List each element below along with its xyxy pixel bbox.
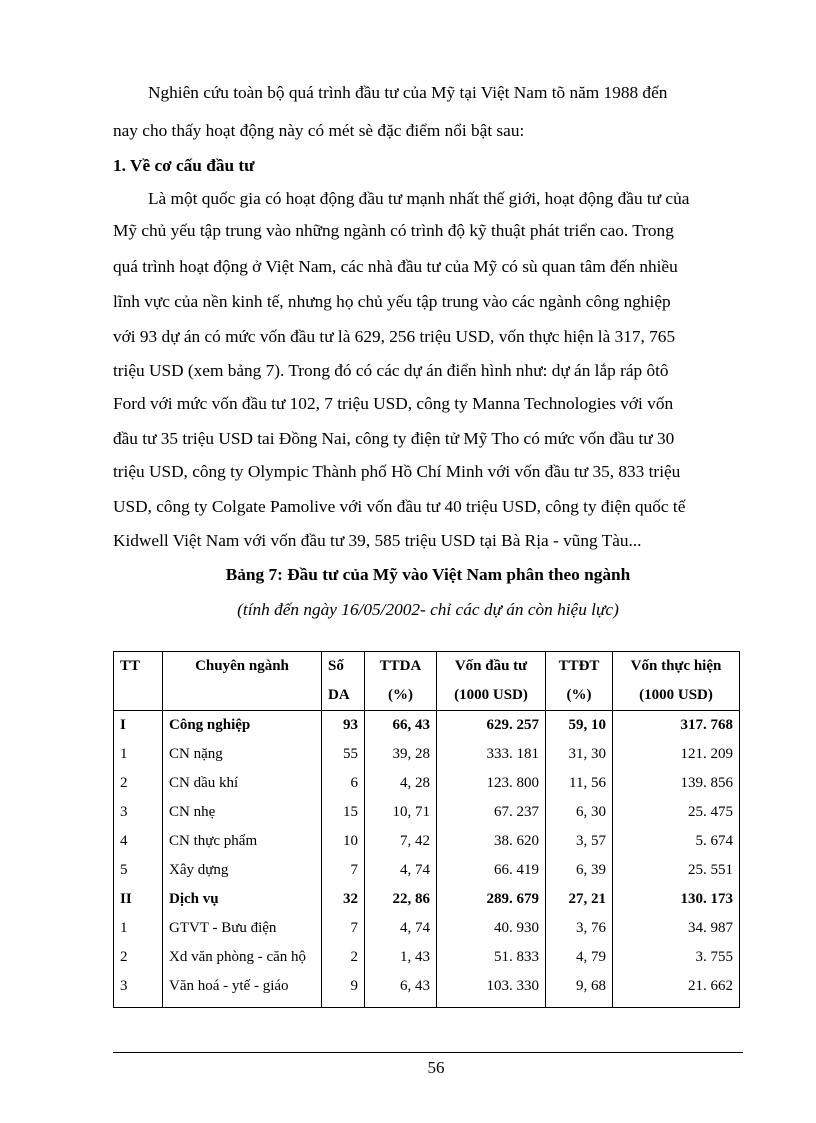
table-cell: CN nhẹ [163, 798, 322, 827]
table-cell: 25. 551 [613, 856, 740, 885]
table-cell: GTVT - Bưu điện [163, 914, 322, 943]
table-cell: 21. 662 [613, 972, 740, 1008]
table-cell: 32 [322, 885, 365, 914]
table-cell: 317. 768 [613, 711, 740, 741]
header-investment-share-2: (%) [546, 681, 613, 711]
body-line-7: Ford với mức vốn đầu tư 102, 7 triệu USD, công ty Manna Technologies với vốn [113, 394, 674, 413]
table-cell: CN dầu khí [163, 769, 322, 798]
table-cell: 4, 79 [546, 943, 613, 972]
body-line-9: triệu USD, công ty Olympic Thành phố Hồ Chí Minh với vốn đầu tư 35, 833 triệu [113, 462, 681, 481]
header-investment-2: (1000 USD) [437, 681, 546, 711]
header-project-count-2: DA [322, 681, 365, 711]
table-cell: 3, 57 [546, 827, 613, 856]
body-line-6: triệu USD (xem bảng 7). Trong đó có các dự án điển hình như: dự án lắp ráp ôtô [113, 361, 669, 380]
table-cell: 4 [114, 827, 163, 856]
table-cell: 7 [322, 914, 365, 943]
header-tt-2 [114, 681, 163, 711]
header-project-count: Số [322, 652, 365, 682]
table-cell: 139. 856 [613, 769, 740, 798]
body-line-4: lĩnh vực của nền kinh tế, nhưng họ chủ yếu tập trung vào các ngành công nghiệp [113, 292, 671, 311]
body-line-5: với 93 dự án có mức vốn đầu tư là 629, 256 triệu USD, vốn thực hiện là 317, 765 [113, 327, 676, 346]
table-cell: 123. 800 [437, 769, 546, 798]
body-line-11: Kidwell Việt Nam với vốn đầu tư 39, 585 triệu USD tại Bà Rịa - vũng Tàu... [113, 531, 642, 550]
table-cell: 6 [322, 769, 365, 798]
table-cell: 39, 28 [365, 740, 437, 769]
table-row [114, 914, 740, 943]
table-cell: 1 [114, 740, 163, 769]
table-cell: 7, 42 [365, 827, 437, 856]
intro-line-1: Nghiên cứu toàn bộ quá trình đầu tư của Mỹ tại Việt Nam tõ năm 1988 đến [148, 83, 668, 102]
table-header-row-1 [114, 652, 740, 682]
table-cell: Công nghiệp [163, 711, 322, 741]
table-cell: 6, 39 [546, 856, 613, 885]
table-body [114, 711, 740, 1008]
table-cell: 22, 86 [365, 885, 437, 914]
header-investment: Vốn đầu tư [437, 652, 546, 682]
body-line-3: quá trình hoạt động ở Việt Nam, các nhà đầu tư của Mỹ có sù quan tâm đến nhiều [113, 257, 678, 276]
table-cell: 629. 257 [437, 711, 546, 741]
table-cell: 3, 76 [546, 914, 613, 943]
table-cell: 11, 56 [546, 769, 613, 798]
table-cell: 5. 674 [613, 827, 740, 856]
table-cell: 15 [322, 798, 365, 827]
intro-line-2: nay cho thấy hoạt động này có mét sè đặc điểm nổi bật sau: [113, 121, 525, 140]
table-cell: 2 [322, 943, 365, 972]
table-cell: 67. 237 [437, 798, 546, 827]
table-cell: Xd văn phòng - căn hộ [163, 943, 322, 972]
table-cell: 103. 330 [437, 972, 546, 1008]
table-cell: 25. 475 [613, 798, 740, 827]
table-cell: 93 [322, 711, 365, 741]
table-cell: 333. 181 [437, 740, 546, 769]
table-cell: 3. 755 [613, 943, 740, 972]
body-line-1: Là một quốc gia có hoạt động đầu tư mạnh nhất thế giới, hoạt động đầu tư của [148, 189, 690, 208]
table-cell: 38. 620 [437, 827, 546, 856]
header-realized: Vốn thực hiện [613, 652, 740, 682]
table-cell: 31, 30 [546, 740, 613, 769]
table-subtitle: (tính đến ngày 16/05/2002- chỉ các dự án còn hiệu lực) [237, 600, 619, 619]
table-cell: I [114, 711, 163, 741]
table-cell: 40. 930 [437, 914, 546, 943]
table-row [114, 711, 740, 741]
header-industry-2 [163, 681, 322, 711]
table-cell: 2 [114, 769, 163, 798]
table-cell: Dịch vụ [163, 885, 322, 914]
table-cell: 130. 173 [613, 885, 740, 914]
table-row [114, 827, 740, 856]
header-project-share-2: (%) [365, 681, 437, 711]
body-line-8: đầu tư 35 triệu USD tai Đồng Nai, công ty điện tử Mỹ Tho có mức vốn đầu tư 30 [113, 429, 675, 448]
table-row [114, 943, 740, 972]
table-cell: 1 [114, 914, 163, 943]
table-row [114, 856, 740, 885]
table-cell: 27, 21 [546, 885, 613, 914]
table-cell: 6, 43 [365, 972, 437, 1008]
table-cell: 66. 419 [437, 856, 546, 885]
table-cell: 6, 30 [546, 798, 613, 827]
table-row [114, 972, 740, 1008]
footer-rule [113, 1052, 743, 1053]
table-cell: 66, 43 [365, 711, 437, 741]
table-cell: CN nặng [163, 740, 322, 769]
table-cell: 34. 987 [613, 914, 740, 943]
table-cell: Văn hoá - ytế - giáo [163, 972, 322, 1008]
table-cell: 10, 71 [365, 798, 437, 827]
page-number: 56 [427, 1058, 445, 1077]
table-row [114, 885, 740, 914]
table-cell: CN thực phẩm [163, 827, 322, 856]
table-cell: II [114, 885, 163, 914]
table-header-row-2 [114, 681, 740, 711]
table-cell: 2 [114, 943, 163, 972]
table-row [114, 740, 740, 769]
table-cell: 59, 10 [546, 711, 613, 741]
table-row [114, 798, 740, 827]
table-cell: Xây dựng [163, 856, 322, 885]
investment-table [113, 651, 740, 1008]
body-line-10: USD, công ty Colgate Pamolive với vốn đầu tư 40 triệu USD, công ty điện quốc tế [113, 497, 686, 516]
section-heading: 1. Về cơ cấu đầu tư [113, 156, 255, 175]
header-realized-2: (1000 USD) [613, 681, 740, 711]
table-cell: 5 [114, 856, 163, 885]
table-cell: 55 [322, 740, 365, 769]
header-project-share: TTDA [365, 652, 437, 682]
table-cell: 51. 833 [437, 943, 546, 972]
header-tt: TT [114, 652, 163, 682]
table-row [114, 769, 740, 798]
header-industry: Chuyên ngành [163, 652, 322, 682]
table-cell: 1, 43 [365, 943, 437, 972]
table-title: Bảng 7: Đầu tư của Mỹ vào Việt Nam phân theo ngành [225, 565, 631, 584]
table-cell: 4, 74 [365, 856, 437, 885]
table-cell: 3 [114, 798, 163, 827]
table-cell: 289. 679 [437, 885, 546, 914]
table-cell: 4, 28 [365, 769, 437, 798]
table-cell: 4, 74 [365, 914, 437, 943]
table-cell: 9, 68 [546, 972, 613, 1008]
table-cell: 9 [322, 972, 365, 1008]
header-investment-share: TTĐT [546, 652, 613, 682]
table-cell: 121. 209 [613, 740, 740, 769]
body-line-2: Mỹ chủ yếu tập trung vào những ngành có trình độ kỹ thuật phát triển cao. Trong [113, 221, 674, 240]
table-cell: 10 [322, 827, 365, 856]
table-cell: 3 [114, 972, 163, 1008]
table-cell: 7 [322, 856, 365, 885]
